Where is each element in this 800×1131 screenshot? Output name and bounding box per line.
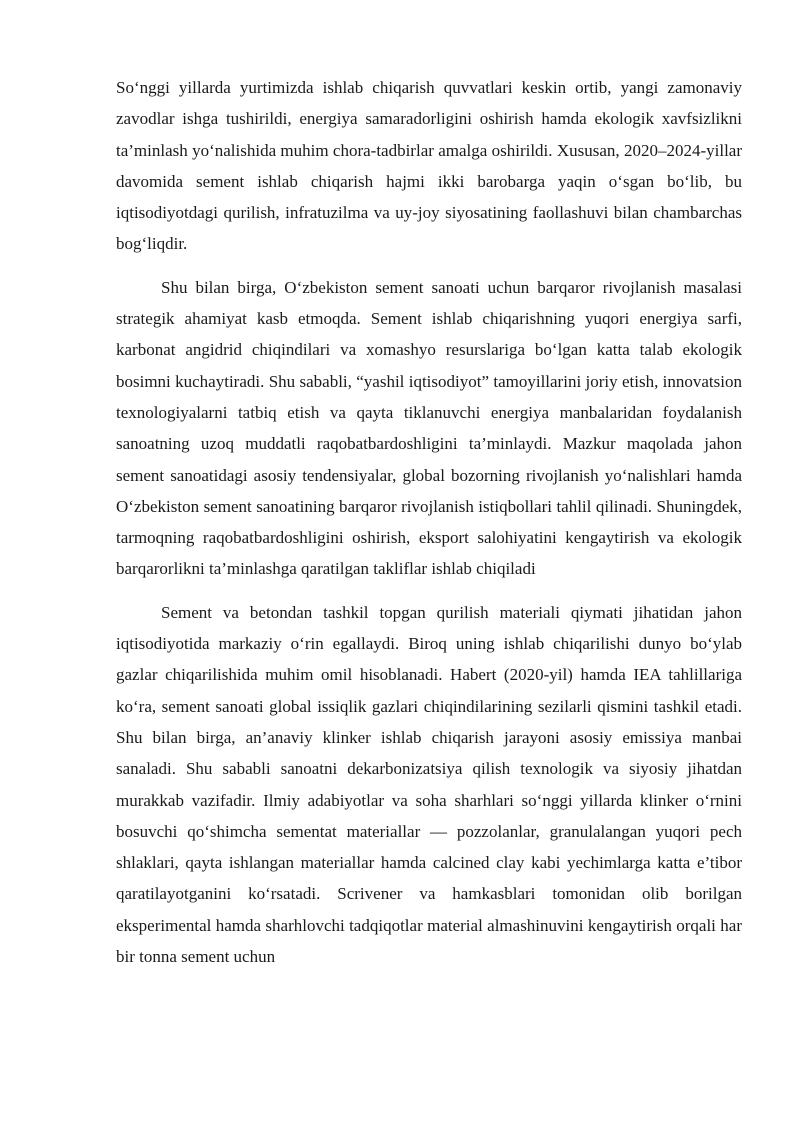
paragraph-3: Sement va betondan tashkil topgan qurilish materiali qiymati jihatidan jahon iqtisodiyotida markaziy o‘rin egallaydi. Biroq uning ishlab chiqarilishi dunyo bo‘ylab gazlar chiqarilishida muhim omil hisoblanadi. Habert (2020-yil) hamda IEA tahlillariga ko‘ra, sement sanoati global issiqlik gazlari chiqindilarining sezilarli qismini tashkil etadi. Shu bilan birga, an’anaviy klinker ishlab chiqarish jarayoni asosiy emissiya manbai sanaladi. Shu sababli sanoatni dekarbonizatsiya qilish texnologik va siyosiy jihatdan murakkab vazifadir. Ilmiy adabiyotlar va soha sharhlari so‘nggi yillarda klinker o‘rnini bosuvchi qo‘shimcha sementat materiallar — pozzolanlar, granulalangan yuqori pech shlaklari, qayta ishlangan materiallar hamda calcined clay kabi yechimlarga katta e’tibor qaratilayotganini ko‘rsatadi. Scrivener va hamkasblari tomonidan olib borilgan eksperimental hamda sharhlovchi tadqiqotlar material almashinuvini kengaytirish orqali har bir tonna sement uchun (116, 602, 742, 967)
document-body (116, 72, 742, 984)
paragraph-1: So‘nggi yillarda yurtimizda ishlab chiqarish quvvatlari keskin ortib, yangi zamonaviy zavodlar ishga tushirildi, energiya samaradorligini oshirish hamda ekologik xavfsizlikni ta’minlash yo‘nalishida muhim chora-tadbirlar amalga oshirildi. Xususan, 2020–2024-yillar davomida sement ishlab chiqarish hajmi ikki barobarga yaqin o‘sgan bo‘lib, bu iqtisodiyotdagi qurilish, infratuzilma va uy-joy siyosatining faollashuvi bilan chambarchas bog‘liqdir. (116, 78, 742, 254)
paragraph-2: Shu bilan birga, O‘zbekiston sement sanoati uchun barqaror rivojlanish masalasi strategik ahamiyat kasb etmoqda. Sement ishlab chiqarishning yuqori energiya sarfi, karbonat angidrid chiqindilari va xomashyo resurslariga bo‘lgan katta talab ekologik bosimni kuchaytiradi. Shu sababli, “yashil iqtisodiyot” tamoyillarini joriy etish, innovatsion texnologiyalarni tatbiq etish va qayta tiklanuvchi energiya manbalaridan foydalanish sanoatning uzoq muddatli raqobatbardoshligini ta’minlaydi. Mazkur maqolada jahon sement sanoatidagi asosiy tendensiyalar, global bozorning rivojlanish yo‘nalishlari hamda O‘zbekiston sement sanoatining barqaror rivojlanish istiqbollari tahlil qilinadi. Shuningdek, tarmoqning raqobatbardoshligini oshirish, eksport salohiyatini kengaytirish va ekologik barqarorlikni ta’minlashga qaratilgan takliflar ishlab chiqiladi (116, 277, 742, 579)
